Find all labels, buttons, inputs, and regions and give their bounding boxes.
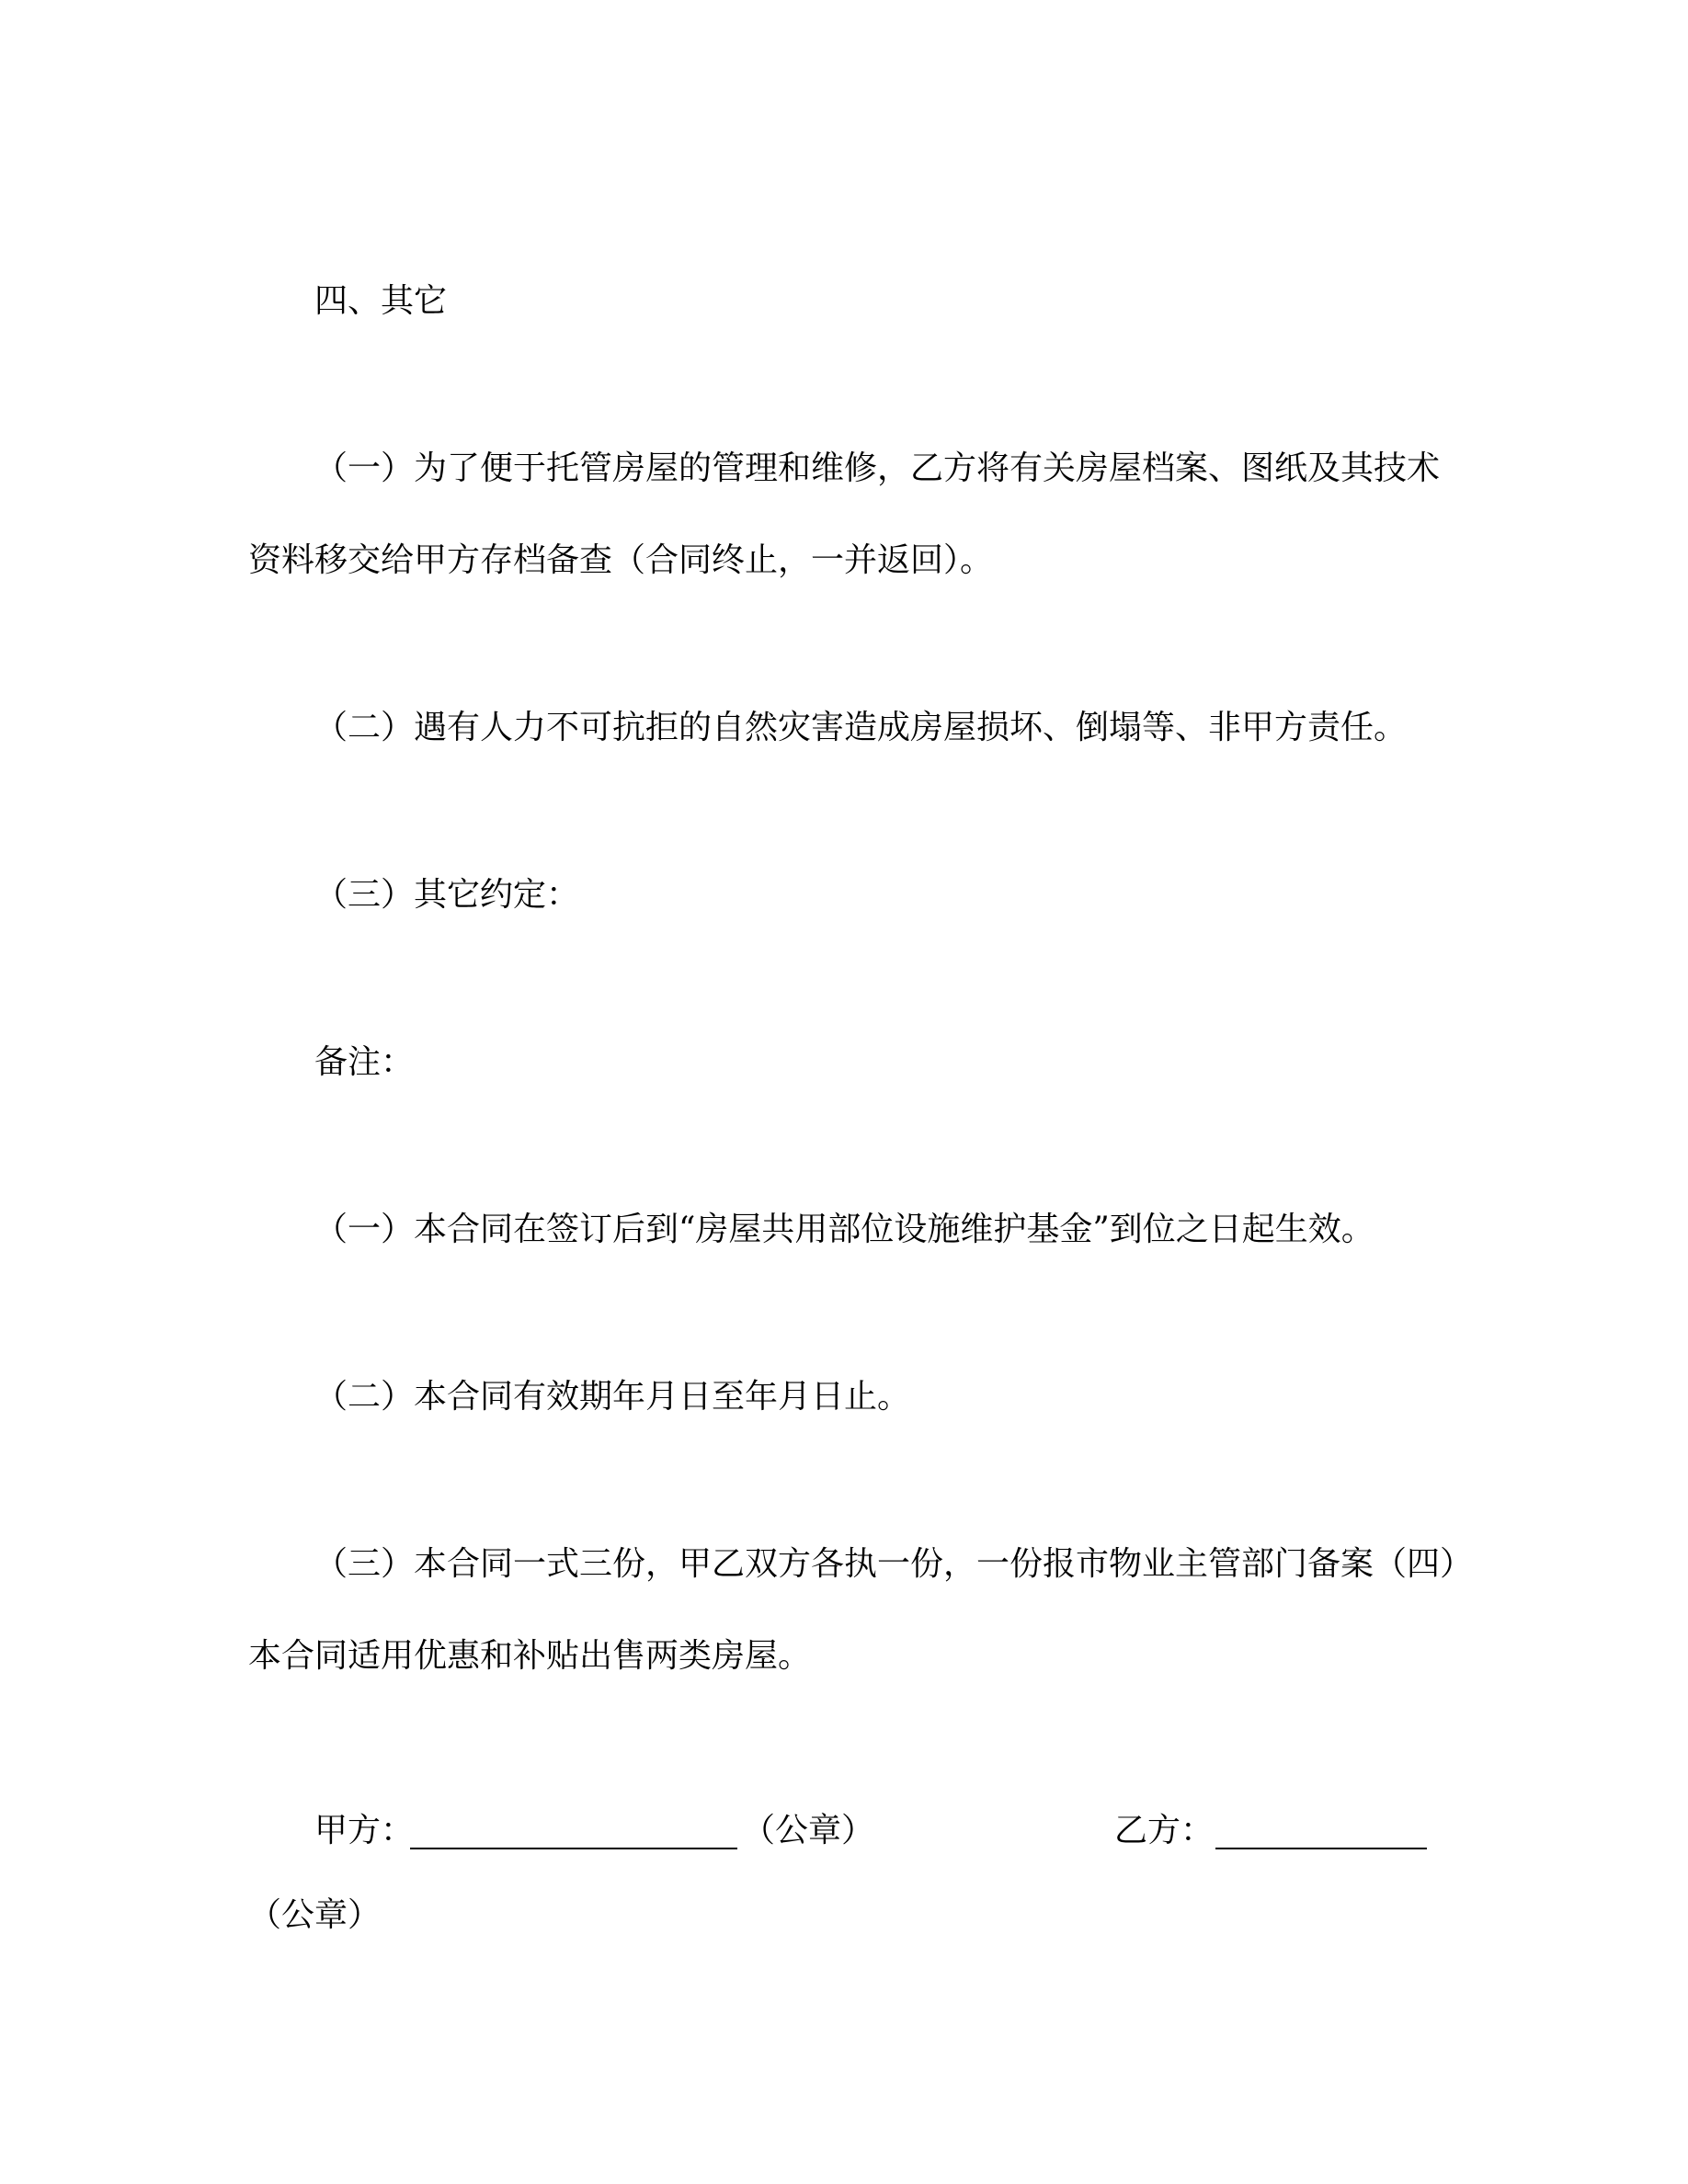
remark-2-line-1: （二）本合同有效期年月日至年月日止。 <box>314 1378 911 1416</box>
party-b-seal: （公章） <box>248 1896 382 1934</box>
party-a-signature-line <box>410 1848 737 1849</box>
party-b-label: 乙方： <box>1114 1812 1215 1849</box>
section-heading: 四、其它 <box>314 282 448 320</box>
remark-3-line-1: （三）本合同一式三份，甲乙双方各执一份，一份报市物业主管部门备案（四） <box>314 1545 1474 1583</box>
party-a-seal: （公章） <box>742 1812 875 1849</box>
clause-1-line-1: （一）为了便于托管房屋的管理和维修，乙方将有关房屋档案、图纸及其技术 <box>314 449 1441 487</box>
remarks-heading: 备注： <box>314 1043 415 1081</box>
remark-3-line-2: 本合同适用优惠和补贴出售两类房屋。 <box>248 1637 812 1675</box>
clause-2-line-1: （二）遇有人力不可抗拒的自然灾害造成房屋损坏、倒塌等、非甲方责任。 <box>314 709 1408 746</box>
clause-3-line-1: （三）其它约定： <box>314 876 580 914</box>
signature-row <box>314 1811 1427 1855</box>
party-a-label: 甲方： <box>314 1812 415 1849</box>
party-b-signature-line <box>1215 1848 1427 1849</box>
remark-1-line-1: （一）本合同在签订后到“房屋共用部位设施维护基金”到位之日起生效。 <box>314 1211 1374 1248</box>
clause-1-line-2: 资料移交给甲方存档备查（合同终止，一并返回）。 <box>248 541 994 579</box>
